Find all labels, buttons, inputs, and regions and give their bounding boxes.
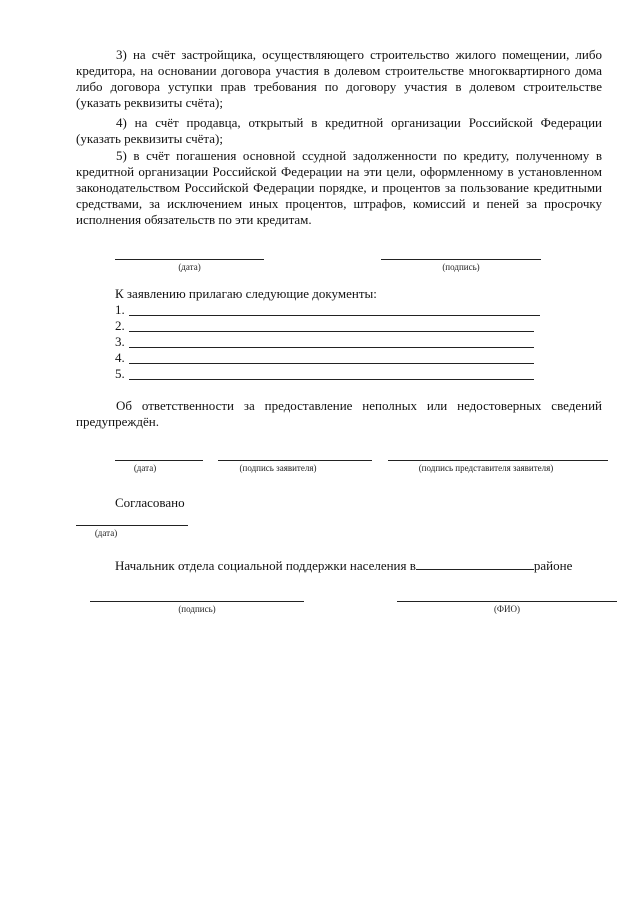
signature-line-1[interactable] [381,259,541,260]
head-signature-line[interactable] [90,601,304,602]
attachment-blank[interactable] [129,315,540,316]
approval-date-line[interactable] [76,525,188,526]
attachment-number: 1. [115,302,125,317]
attachment-line-1[interactable] [115,302,540,318]
representative-signature-line[interactable] [388,460,608,461]
attachment-blank[interactable] [129,379,534,380]
district-blank[interactable] [416,557,534,570]
attachment-line-5[interactable] [115,366,534,382]
paragraph-item-3: 3) на счёт застройщика, осуществляющего строительство жилого помещении, либо кредитора, на основании договора участия в долевом строительстве многоквартирного дома либо договора уступки прав требования по договору участия в долевом строительстве (указать реквизиты счёта); [76,47,602,110]
attachment-number: 3. [115,334,125,349]
approval-date-caption: (дата) [94,528,118,538]
attachment-number: 5. [115,366,125,381]
head-name-line[interactable] [397,601,617,602]
applicant-signature-line[interactable] [218,460,372,461]
attachments-heading: К заявлению прилагаю следующие документы: [115,286,377,301]
date-line-1[interactable] [115,259,264,260]
attachment-blank[interactable] [129,363,534,364]
paragraph-item-4: 4) на счёт продавца, открытый в кредитной организации Российской Федерации (указать реквизиты счёта); [76,115,602,146]
head-signature-caption: (подпись) [178,604,216,614]
responsibility-notice: Об ответственности за предоставление неполных или недостоверных сведений предупреждён. [76,398,602,429]
head-name-caption: (ФИО) [493,604,521,614]
date-caption-2: (дата) [133,463,157,473]
date-caption-1: (дата) [178,262,201,272]
date-line-2[interactable] [115,460,203,461]
attachment-blank[interactable] [129,331,534,332]
attachment-number: 4. [115,350,125,365]
representative-signature-caption: (подпись представителя заявителя) [418,463,554,473]
attachment-blank[interactable] [129,347,534,348]
applicant-signature-caption: (подпись заявителя) [239,463,317,473]
approval-label: Согласовано [115,495,185,510]
attachment-number: 2. [115,318,125,333]
attachment-line-2[interactable] [115,318,534,334]
signature-caption-1: (подпись) [442,262,480,272]
department-head-line [115,557,572,574]
attachment-line-4[interactable] [115,350,534,366]
department-head-text: Начальник отдела социальной поддержки населения в [115,558,416,573]
paragraph-item-5: 5) в счёт погашения основной ссудной задолженности по кредиту, полученному в кредитной организации Российской Федерации на эти цели, оформленному в установленном законодательством Российской Федерации порядке, и процентов за пользование кредитными средствами, за исключением иных процентов, штрафов, комиссий и пеней за просрочку исполнения обязательств по эти кредитам. [76,148,602,227]
attachment-line-3[interactable] [115,334,534,350]
district-suffix: районе [533,558,573,573]
